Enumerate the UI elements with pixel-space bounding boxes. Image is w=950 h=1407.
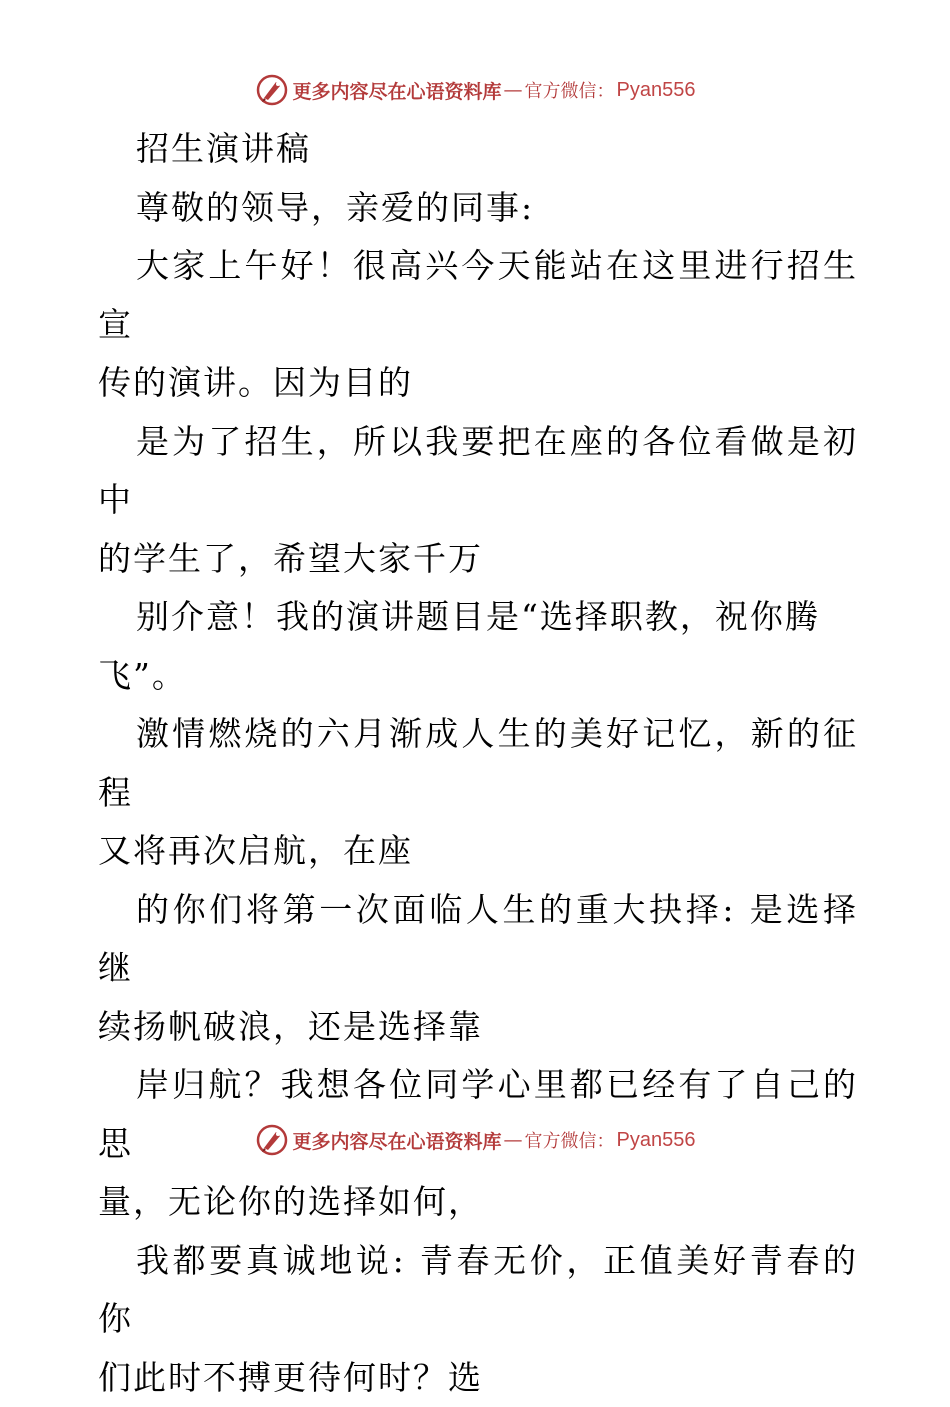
paragraph-line: 的学生了，希望大家千万 [60,530,858,589]
banner-dash: — [504,79,523,101]
banner-text: 更多内容尽在心语资料库 [293,77,502,104]
pen-logo-icon [255,1123,289,1157]
paragraph-line: 别介意！我的演讲题目是“选择职教，祝你腾 [98,588,858,647]
paragraph-5 [98,881,858,1057]
paragraph-2 [98,413,858,589]
paragraph-line: 激情燃烧的六月渐成人生的美好记忆，新的征程 [98,705,858,822]
document-body [98,120,858,1407]
footer-banner [0,1120,950,1160]
paragraph-3 [98,588,858,705]
paragraph-line: 的你们将第一次面临人生的重大抉择: 是选择继 [98,881,858,998]
wechat-label: 官方微信： [525,77,615,103]
paragraph-line: 岸归航？我想各位同学心里都已经有了自己的思 [98,1056,858,1173]
paragraph-line: 们此时不搏更待何时？选 [60,1349,858,1407]
paragraph-line: 量，无论你的选择如何， [60,1173,858,1232]
wechat-id: Pyan556 [617,1129,696,1152]
paragraph-line: 续扬帆破浪，还是选择靠 [60,998,858,1057]
paragraph-line: 我都要真诚地说: 青春无价，正值美好青春的你 [98,1232,858,1349]
banner-text: 更多内容尽在心语资料库 [293,1127,502,1154]
paragraph-line: 传的演讲。因为目的 [60,354,858,413]
paragraph-line: 飞”。 [60,647,858,706]
paragraph-line: 是为了招生，所以我要把在座的各位看做是初中 [98,413,858,530]
document-title: 招生演讲稿 [98,120,858,179]
banner-dash: — [504,1129,523,1151]
header-banner [0,70,950,110]
salutation: 尊敬的领导，亲爱的同事: [98,179,858,238]
wechat-id: Pyan556 [617,79,696,102]
pen-logo-icon [255,73,289,107]
paragraph-line: 大家上午好！很高兴今天能站在这里进行招生宣 [98,237,858,354]
paragraph-7 [98,1232,858,1407]
paragraph-line: 又将再次启航，在座 [60,822,858,881]
wechat-label: 官方微信： [525,1127,615,1153]
paragraph-4 [98,705,858,881]
paragraph-1 [98,237,858,413]
